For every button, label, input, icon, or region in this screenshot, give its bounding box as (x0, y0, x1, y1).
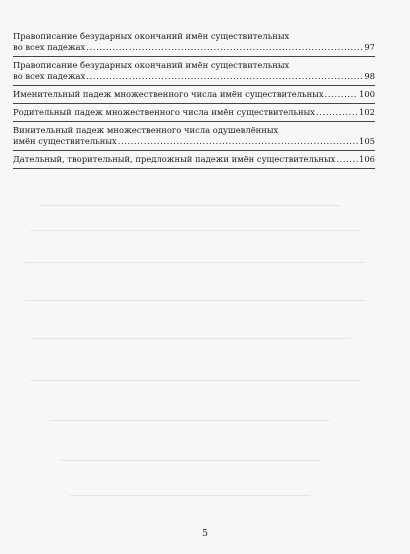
toc-divider (13, 56, 375, 57)
toc-entry-title-end: Дательный, творительный, предложный падежи имён существительных (13, 154, 336, 164)
toc-entry-title-end: Родительный падеж множественного числа имён существительных (13, 107, 316, 117)
toc-entry (13, 60, 375, 82)
page-number: 5 (202, 529, 208, 539)
toc-entry-leader-row (13, 136, 375, 147)
toc-entry-title-line: Винительный падеж множественного числа одушевлённых (13, 125, 279, 135)
dot-leader (86, 71, 363, 82)
toc-entry (13, 154, 375, 165)
toc-entry-title-end: во всех падежах (13, 42, 86, 52)
toc-entry (13, 31, 375, 53)
toc-entry-title-end: Именительный падеж множественного числа имён существительных (13, 89, 324, 99)
toc-divider (13, 168, 375, 169)
dot-leader (316, 107, 358, 118)
toc-divider (13, 121, 375, 122)
table-of-contents (13, 31, 375, 172)
toc-entry-leader-row (13, 107, 375, 118)
toc-divider (13, 103, 375, 104)
toc-entry-page: 106 (359, 154, 375, 164)
toc-entry-leader-row (13, 154, 375, 165)
toc-entry-leader-row (13, 42, 375, 53)
toc-entry (13, 107, 375, 118)
toc-entry-title-line: Правописание безударных окончаний имён существительных (13, 31, 290, 41)
toc-entry-leader-row (13, 71, 375, 82)
toc-entry-page: 105 (359, 136, 375, 146)
toc-entry-title-end: во всех падежах (13, 71, 86, 81)
toc-entry-title-end: имён существительных (13, 136, 117, 146)
toc-entry-page: 97 (364, 42, 375, 52)
toc-entry-leader-row (13, 89, 375, 100)
toc-entry (13, 125, 375, 147)
toc-divider (13, 85, 375, 86)
toc-divider (13, 150, 375, 151)
dot-leader (325, 89, 358, 100)
toc-entry-title-line: Правописание безударных окончаний имён существительных (13, 60, 290, 70)
dot-leader (118, 136, 358, 147)
toc-entry-page: 102 (359, 107, 375, 117)
dot-leader (336, 154, 358, 165)
toc-entry-page: 98 (364, 71, 375, 81)
toc-entry (13, 89, 375, 100)
toc-entry-page: 100 (359, 89, 375, 99)
dot-leader (86, 42, 363, 53)
